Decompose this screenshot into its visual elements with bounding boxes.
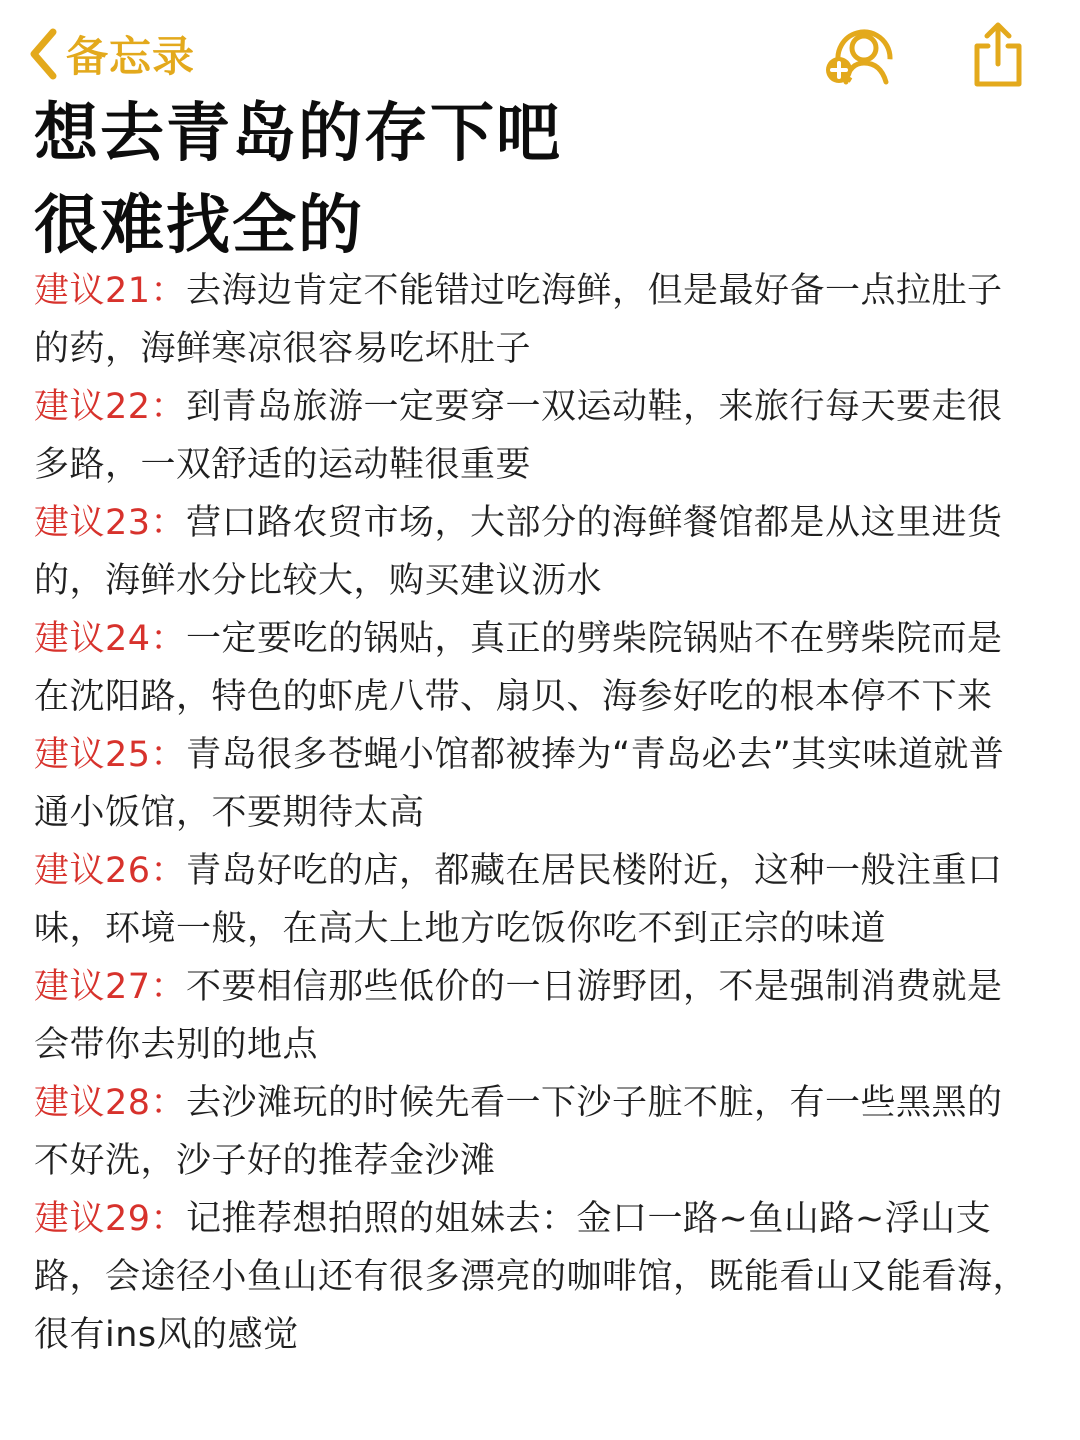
back-label: 备忘录 [66,32,196,81]
note-title-line-2: 很难找全的 [34,189,364,263]
tip-item-23 [34,494,1034,610]
tip-item-21 [34,262,1034,378]
tip-text: 青岛好吃的店，都藏在居民楼附近，这种一般注重口味，环境一般，在高大上地方吃饭你吃不到正宗的味道 [34,851,1003,949]
add-person-icon [824,28,896,88]
add-collaborator-button[interactable] [824,28,896,92]
tip-item-24 [34,610,1034,726]
tip-item-27 [34,958,1034,1074]
tip-item-22 [34,378,1034,494]
tip-text: 一定要吃的锅贴，真正的劈柴院锅贴不在劈柴院而是在沈阳路，特色的虾虎八带、扇贝、海参好吃的根本停不下来 [34,619,1003,717]
share-button[interactable] [968,20,1028,94]
note-title [34,88,562,272]
tip-text: 青岛很多苍蝇小馆都被捧为“青岛必去”其实味道就普通小饭馆，不要期待太高 [34,735,1005,833]
tip-item-28 [34,1074,1034,1190]
tip-label: 建议22： [34,387,187,427]
tip-label: 建议28： [34,1083,187,1123]
share-icon [968,20,1028,90]
tip-label: 建议23： [34,503,187,543]
navigation-bar [0,0,1080,96]
note-title-line-1: 想去青岛的存下吧 [34,97,562,171]
tip-label: 建议29： [34,1199,187,1239]
tip-item-25 [34,726,1034,842]
tip-label: 建议25： [34,735,187,775]
tip-text: 营口路农贸市场，大部分的海鲜餐馆都是从这里进货的，海鲜水分比较大，购买建议沥水 [34,503,1003,601]
tips-list [34,262,1034,1364]
tip-label: 建议27： [34,967,187,1007]
tip-label: 建议24： [34,619,187,659]
tip-text: 记推荐想拍照的姐妹去：金口一路~鱼山路~浮山支路，会途径小鱼山还有很多漂亮的咖啡馆，既能看山又能看海，很有ins风的感觉 [34,1199,1029,1355]
tip-item-29 [34,1190,1034,1364]
tip-text: 去海边肯定不能错过吃海鲜，但是最好备一点拉肚子的药，海鲜寒凉很容易吃坏肚子 [34,271,1003,369]
tip-text: 到青岛旅游一定要穿一双运动鞋，来旅行每天要走很多路，一双舒适的运动鞋很重要 [34,387,1003,485]
tip-label: 建议21： [34,271,187,311]
chevron-left-icon [28,27,58,81]
tip-item-26 [34,842,1034,958]
back-button[interactable] [28,22,195,86]
tip-text: 去沙滩玩的时候先看一下沙子脏不脏，有一些黑黑的不好洗，沙子好的推荐金沙滩 [34,1083,1003,1181]
tip-text: 不要相信那些低价的一日游野团，不是强制消费就是会带你去别的地点 [34,967,1003,1065]
tip-label: 建议26： [34,851,187,891]
